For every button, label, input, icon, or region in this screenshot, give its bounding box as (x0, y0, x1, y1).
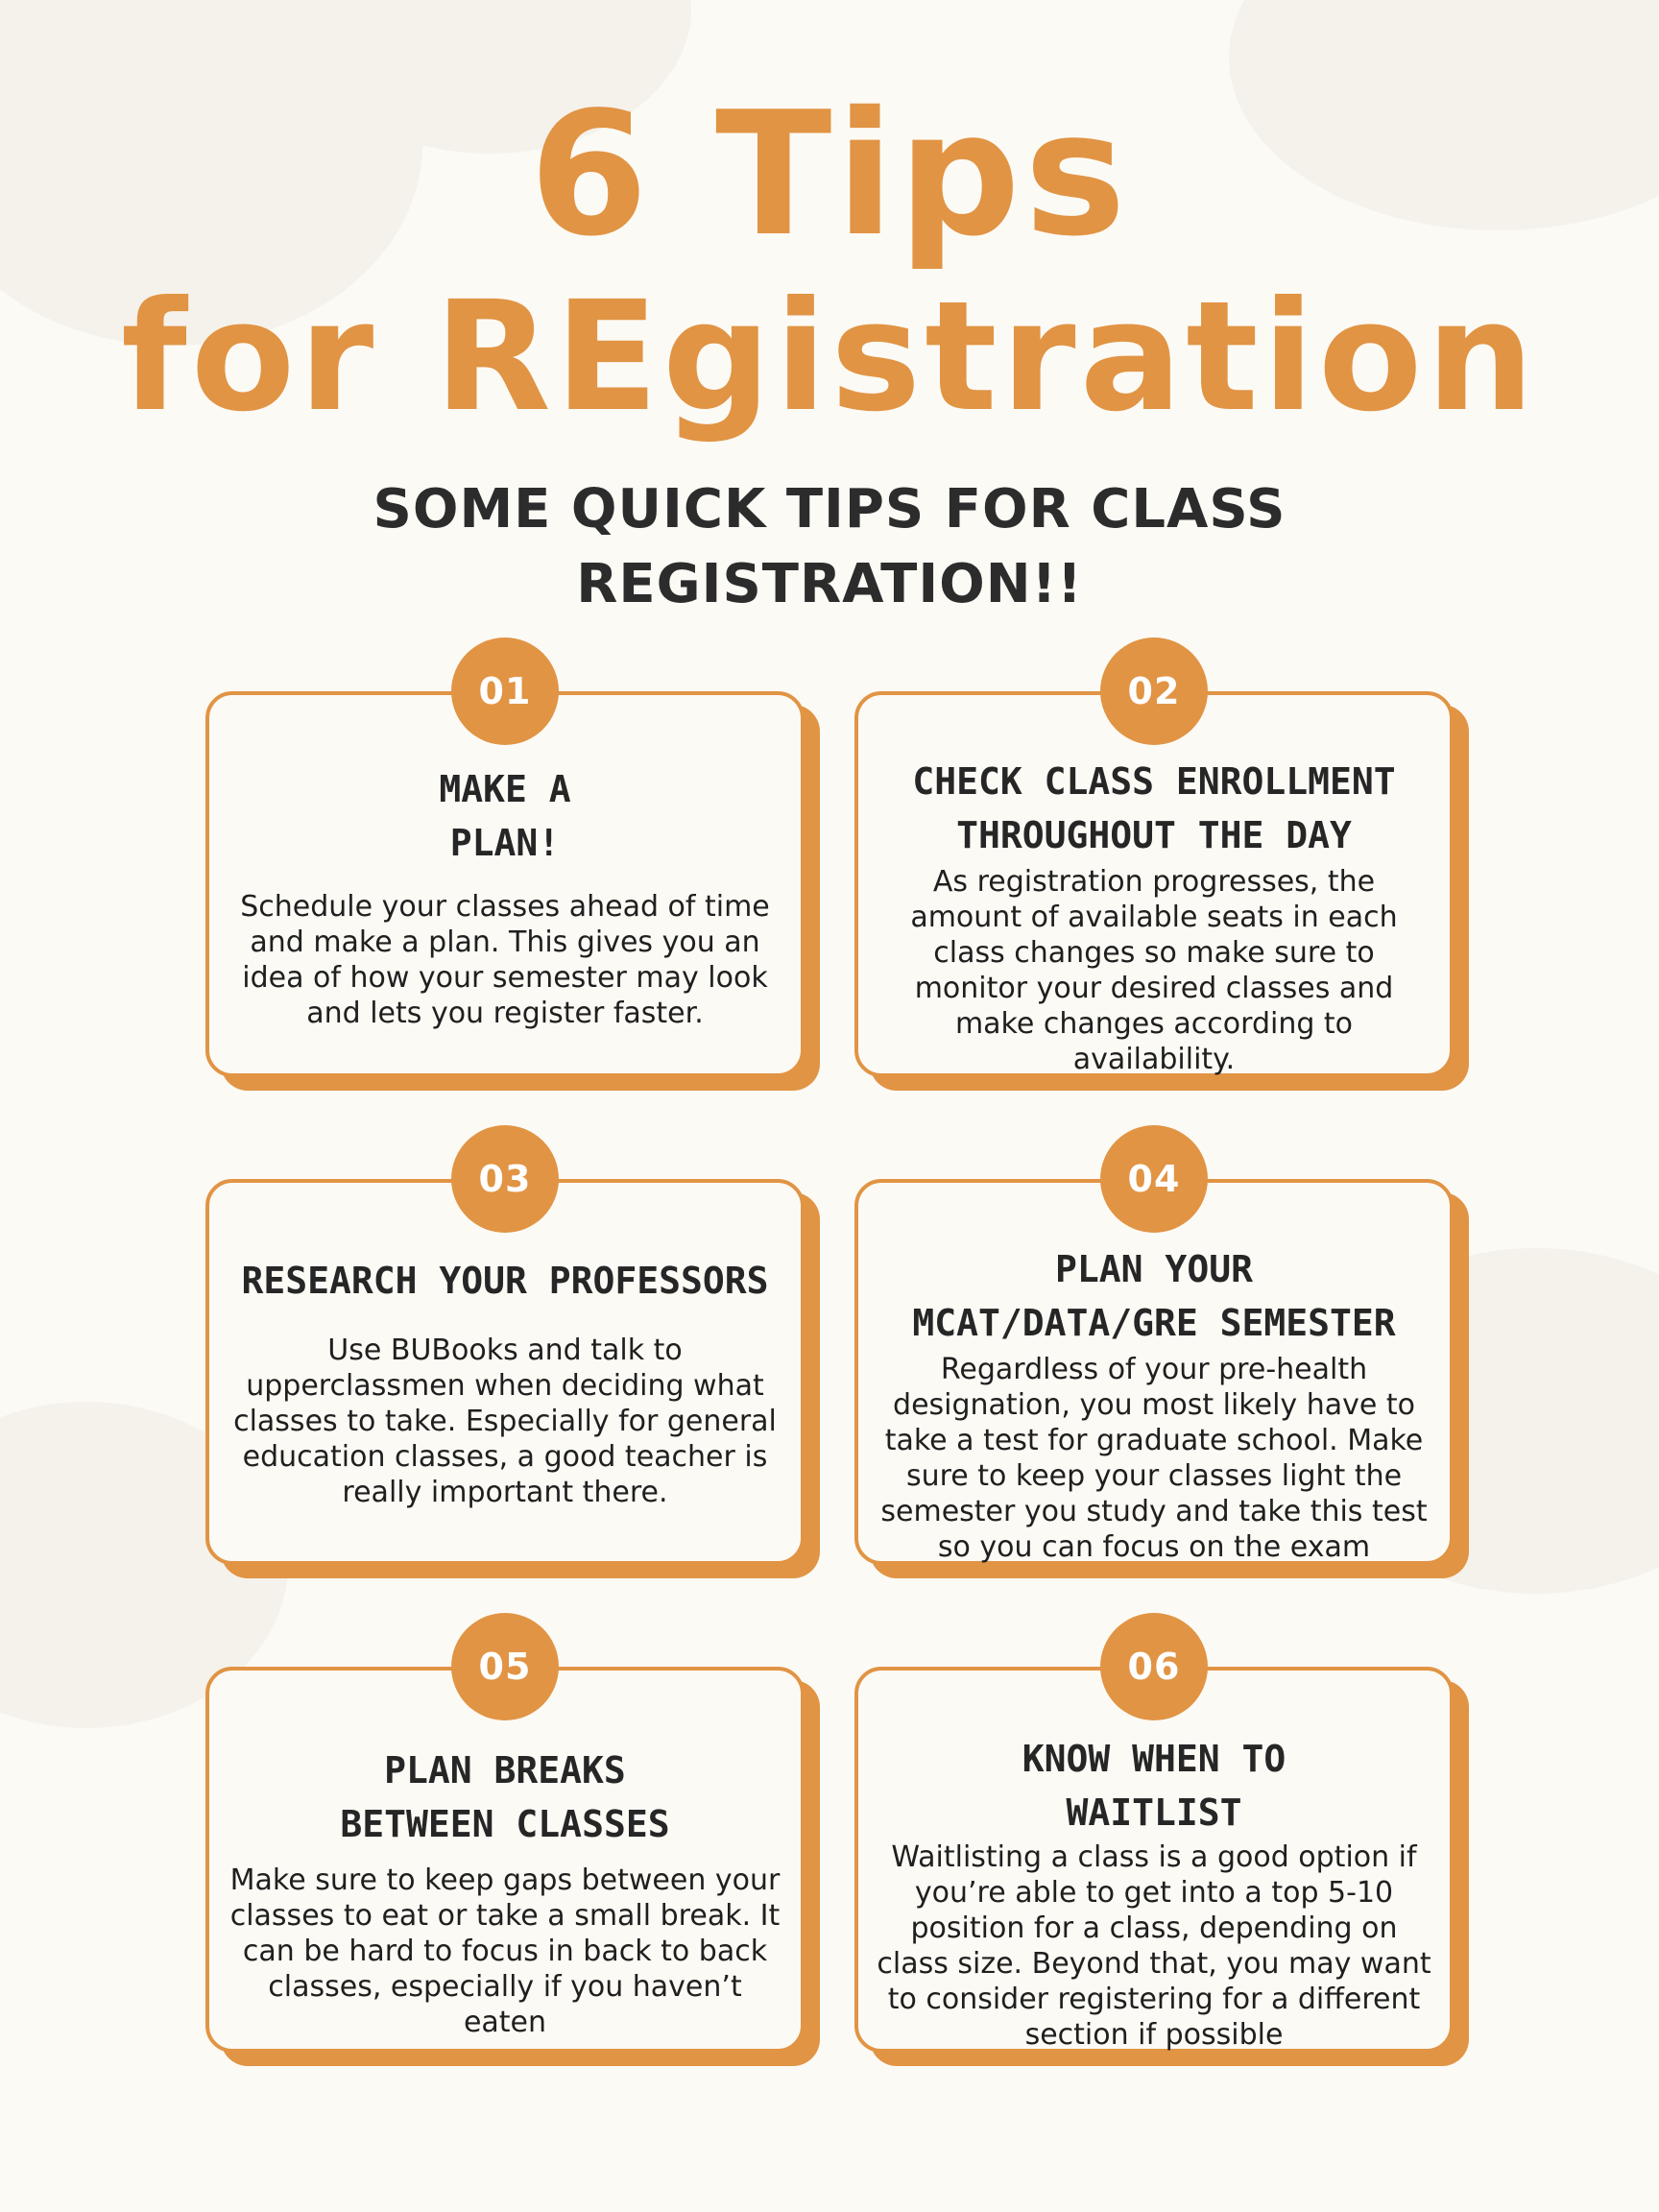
tip-title-line2: PLAN! (449, 822, 561, 864)
tip-title-line2: WAITLIST (1066, 1791, 1242, 1834)
tip-body: Schedule your classes ahead of time and make a plan. This gives you an idea of how your semester may look and lets you register faster. (240, 890, 770, 1030)
tip-title-line2: BETWEEN CLASSES (340, 1803, 670, 1845)
tip-body: Regardless of your pre-health designation, you most likely have to take a test for graduate school. Make sure to keep your classes light the semester you study and take this test so you can focus on the exam (880, 1353, 1428, 1564)
tip-number-badge-02: 02 (1100, 637, 1208, 745)
tip-title-line1: KNOW WHEN TO (1022, 1738, 1286, 1780)
page-title-line1: 6 Tips (529, 75, 1130, 274)
tip-number-badge-04: 04 (1100, 1125, 1208, 1233)
page-subtitle (349, 472, 1310, 622)
tip-card-06 (854, 1667, 1454, 2053)
tip-title (219, 1254, 791, 1308)
tip-title (219, 1743, 791, 1851)
tip-title (868, 1732, 1440, 1839)
tip-body: Make sure to keep gaps between your classes to eat or take a small break. It can be hard to focus in back to back classes, especially if you haven’t eaten (229, 1863, 781, 2039)
tip-title (219, 762, 791, 870)
tip-number-badge-05: 05 (451, 1613, 559, 1720)
tip-card-05 (205, 1667, 805, 2053)
tip-title-line1: PLAN YOUR (1055, 1248, 1253, 1290)
tip-title-line1: RESEARCH YOUR PROFESSORS (241, 1260, 769, 1302)
tip-title-line1: PLAN BREAKS (384, 1749, 626, 1791)
tip-title-line1: MAKE A (439, 768, 571, 810)
tip-body: Waitlisting a class is a good option if you’re able to get into a top 5-10 position for a class, depending on class size. Beyond that, you may want to consider registering for a different section if possible (877, 1840, 1431, 2052)
tip-title (868, 1242, 1440, 1350)
tip-title (868, 755, 1440, 862)
page-title-line2: for REgistration (121, 269, 1538, 445)
tip-card-02 (854, 691, 1454, 1077)
tip-body: Use BUBooks and talk to upperclassmen when deciding what classes to take. Especially for general education classes, a good teacher is really important there. (233, 1334, 777, 1509)
tip-card-01 (205, 691, 805, 1077)
subtitle-line2: REGISTRATION!! (576, 553, 1083, 615)
tip-number-badge-03: 03 (451, 1125, 559, 1233)
tip-title-line1: CHECK CLASS ENROLLMENT (912, 760, 1396, 803)
tip-card-03 (205, 1179, 805, 1565)
subtitle-line1: SOME QUICK TIPS FOR CLASS (373, 478, 1286, 541)
tip-number-badge-06: 06 (1100, 1613, 1208, 1720)
tip-title-line2: THROUGHOUT THE DAY (956, 814, 1352, 856)
tip-title-line2: MCAT/DATA/GRE SEMESTER (912, 1302, 1396, 1344)
tip-body: As registration progresses, the amount of available seats in each class changes so make sure to monitor your desired classes and make changes according to availability. (910, 865, 1398, 1076)
tip-number-badge-01: 01 (451, 637, 559, 745)
tip-card-04 (854, 1179, 1454, 1565)
